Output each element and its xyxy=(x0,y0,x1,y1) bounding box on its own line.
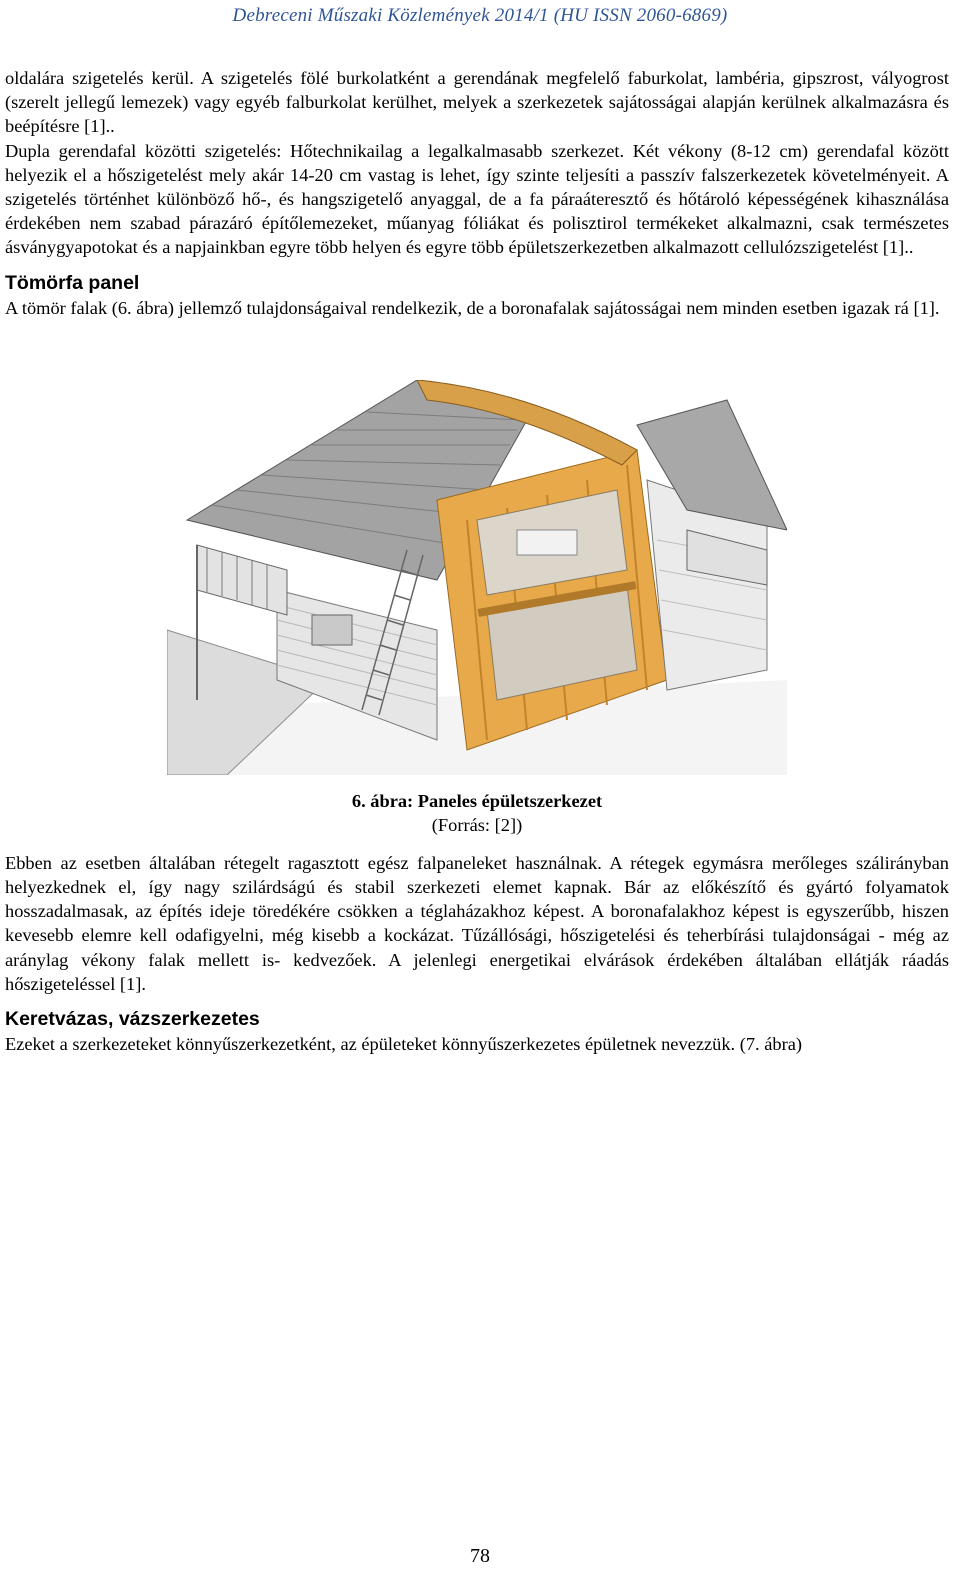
left-balcony xyxy=(197,545,287,615)
figure-panel-building xyxy=(5,380,949,775)
page-number: 78 xyxy=(470,1545,490,1567)
paragraph-insulation-cladding: oldalára szigetelés kerül. A szigetelés fölé burkolatként a gerendának megfelelő faburkolat, lambéria, gipszrost, vályogrost (szerelt jellegű lemezek) vagy egyéb falburkolat kerülhet, melyek a szerkezetek sajátosságai alapján kerülnek alkalmazásra és beépítésre [1].. xyxy=(5,68,949,137)
bed xyxy=(517,530,577,555)
paragraph-laminated-panels: Ebben az esetben általában rétegelt ragasztott egész falpaneleket használnak. A rétegek egymásra merőleges szálirányban helyezkednek el, így nagy szilárdságú és stabil szerkezeti elemet kapnak. Bár az előkészítő és gyártó folyamatok hosszadalmasak, az építés ideje töredékére csökken a téglaházakhoz képest. A boronafalakhoz képest is egyszerűbb, hiszen kevesebb elemre kell odafigyelni, még kisebb a kockázat. Tűzállósági, hőszigetelési és teherbírási tulajdonságai - még az aránylag vékony falak mellett is- kedvezőek. A jelenlegi energetikai elvárások érdekében általában ellátják ráadás hőszigeteléssel [1]. xyxy=(5,852,949,994)
page-body xyxy=(5,66,949,1056)
paragraph-lightweight-structure: Ezeket a szerkezeteket könnyűszerkezetként, az épületeket könnyűszerkezetes épületnek nevezzük. (7. ábra) xyxy=(5,1034,803,1055)
running-header: Debreceni Műszaki Közlemények 2014/1 (HU ISSN 2060-6869) xyxy=(232,5,728,26)
house-cutaway-illustration xyxy=(167,380,787,775)
paragraph-solid-walls: A tömör falak (6. ábra) jellemző tulajdonságaival rendelkezik, de a boronafalak sajátosságai nem minden esetben igazak rá [1]. xyxy=(5,297,940,318)
figure-source: (Forrás: [2]) xyxy=(431,814,523,835)
heading-solid-wood-panel: Tömörfa panel xyxy=(5,271,140,294)
figure-caption: 6. ábra: Paneles épületszerkezet xyxy=(351,790,603,811)
left-window xyxy=(312,615,352,645)
heading-frame-structure: Keretvázas, vázszerkezetes xyxy=(5,1008,260,1031)
paragraph-double-log-wall: Dupla gerendafal közötti szigetelés: Hőtechnikailag a legalkalmasabb szerkezet. Két vékony (8-12 cm) gerendafal között helyezik el a hőszigetelést mely akár 14-20 cm vastag is lehet, így szinte teljesíti a passzív falszerkezetek követelményeit. A szigetelés történhet különböző hő-, és hangszigetelő anyaggal, de a fa páraáteresztő és hőtároló képességének kihasználása érdekében nem szabad párazáró építőlemezeket, műanyag fóliákat és polisztirol termékeket alkalmazni, csak természetes ásványgyapotokat és a napjainkban egyre több helyen és egyre több épületszerkezetben alkalmazott cellulózszigetelést [1].. xyxy=(5,140,949,258)
